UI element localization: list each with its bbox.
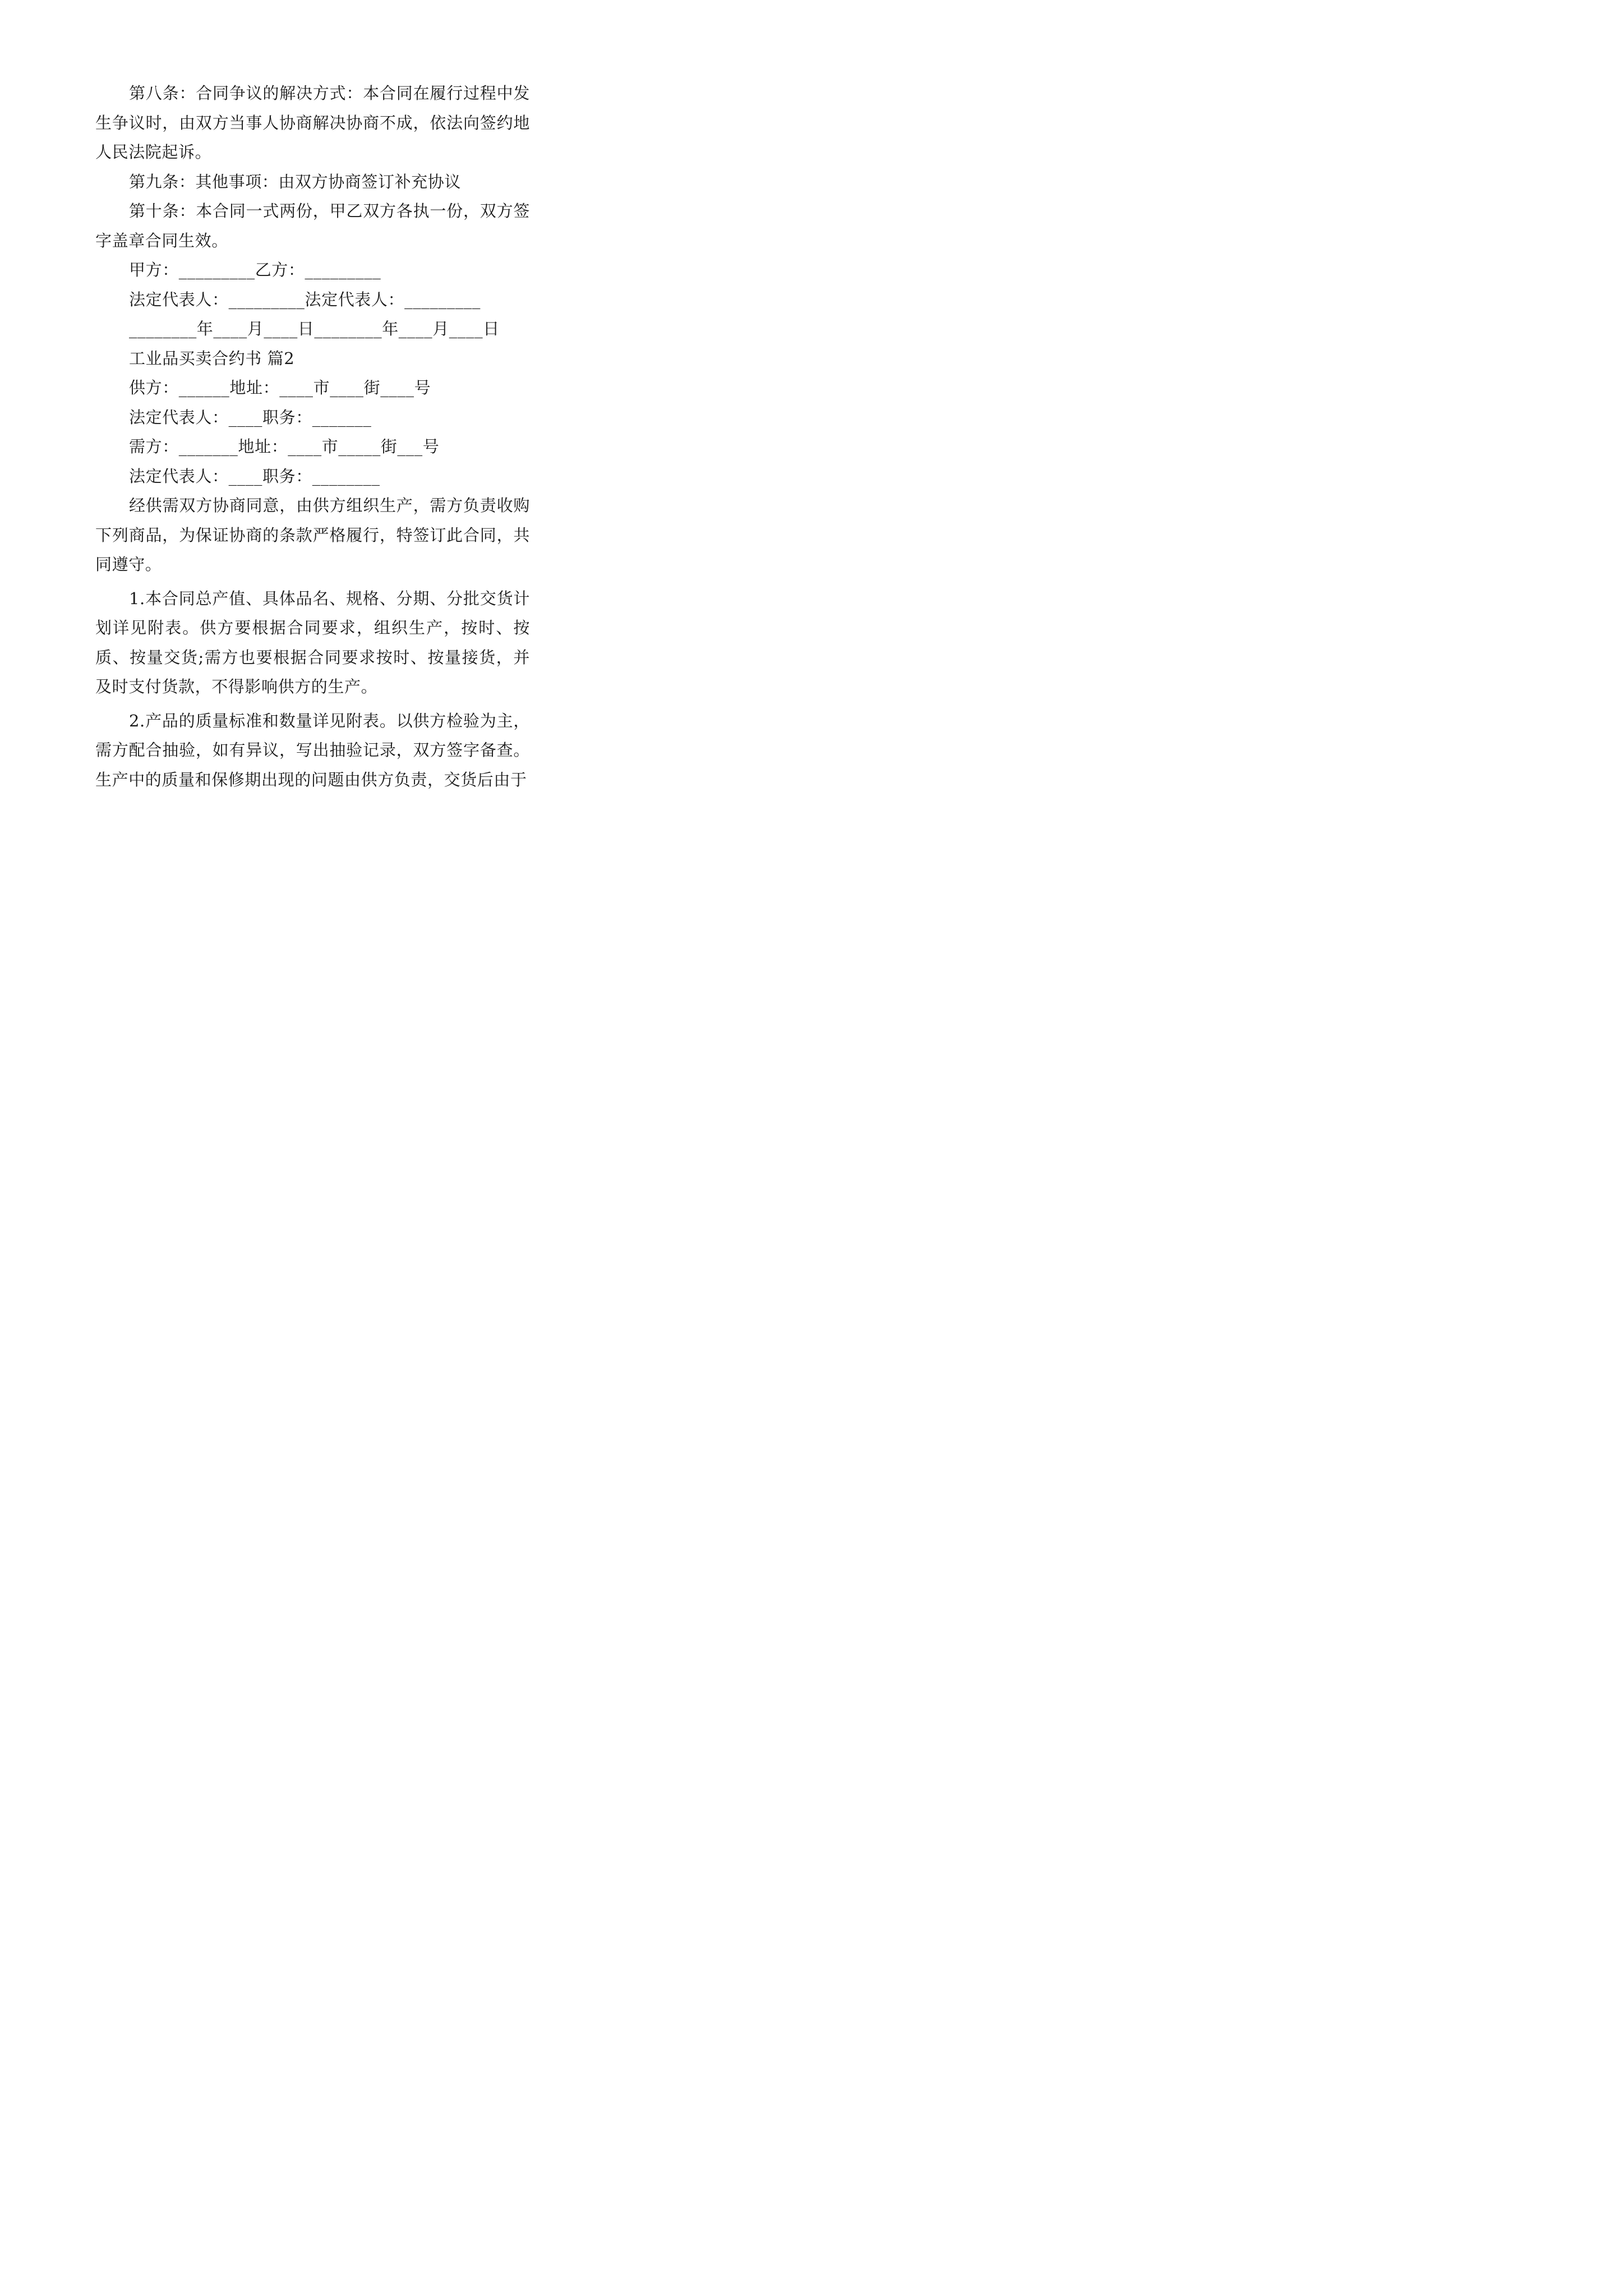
article-9-paragraph: 第九条：其他事项：由双方协商签订补充协议 [129, 172, 462, 191]
signature-parties-line: 甲方：_________乙方：_________ [129, 260, 381, 279]
article-8-paragraph: 第八条：合同争议的解决方式：本合同在履行过程中发生争议时，由双方当事人协商解决协商不成，依法向签约地人民法院起诉。 [95, 84, 530, 162]
document-body [95, 79, 530, 794]
signature-dates-line: ________年____月____日________年____月____日 [129, 319, 500, 338]
signature-representatives-line: 法定代表人：_________法定代表人：_________ [129, 289, 481, 309]
buyer-line: 需方：_______地址：____市_____街___号 [129, 437, 440, 456]
intro-paragraph: 经供需双方协商同意，由供方组织生产，需方负责收购下列商品，为保证协商的条款严格履行，特签订此合同，共同遵守。 [95, 496, 530, 574]
clause-2-paragraph: 2.产品的质量标准和数量详见附表。以供方检验为主，需方配合抽验，如有异议，写出抽验记录，双方签字备查。生产中的质量和保修期出现的问题由供方负责，交货后由于 [95, 711, 530, 789]
document-page [0, 0, 617, 872]
section-title: 工业品买卖合约书 篇2 [129, 348, 295, 368]
article-10-paragraph: 第十条：本合同一式两份，甲乙双方各执一份，双方签字盖章合同生效。 [95, 201, 530, 250]
supplier-line: 供方：______地址：____市____街____号 [129, 378, 431, 397]
buyer-representative-line: 法定代表人：____职务：________ [129, 466, 380, 486]
clause-1-paragraph: 1.本合同总产值、具体品名、规格、分期、分批交货计划详见附表。供方要根据合同要求，组织生产，按时、按质、按量交货;需方也要根据合同要求按时、按量接货，并及时支付货款，不得影响供方的生产。 [95, 588, 530, 696]
supplier-representative-line: 法定代表人：____职务：_______ [129, 407, 372, 427]
